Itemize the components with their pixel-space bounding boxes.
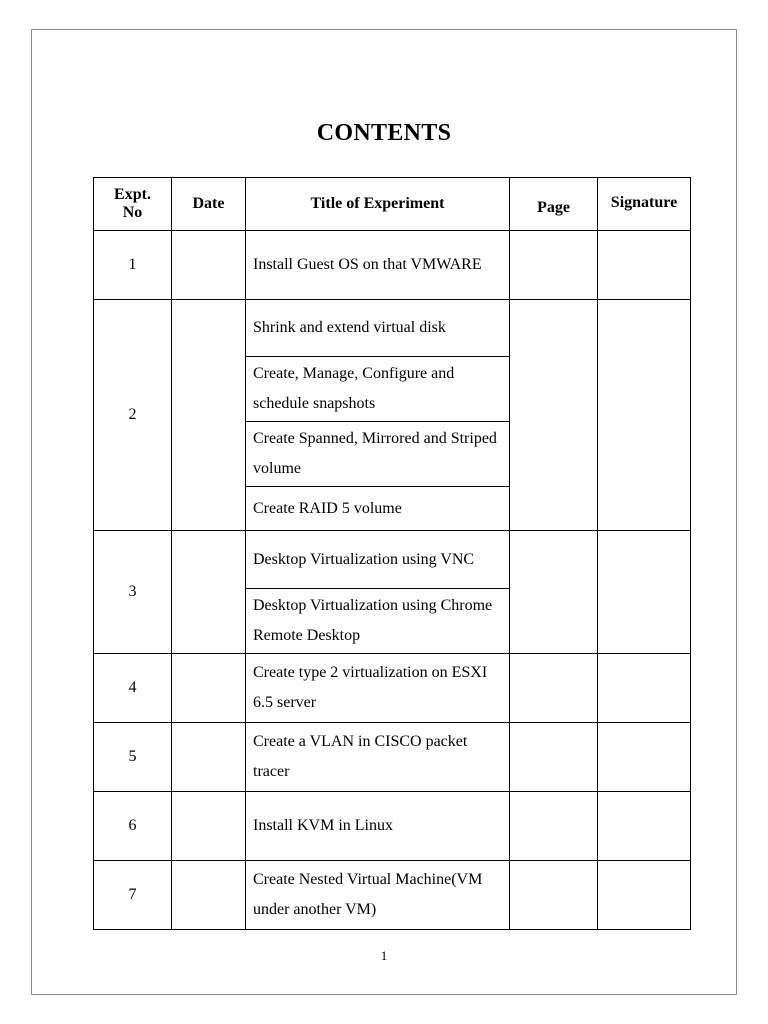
page-cell xyxy=(510,531,598,654)
experiment-title: Install Guest OS on that VMWARE xyxy=(246,231,510,300)
experiment-title: Shrink and extend virtual disk xyxy=(246,300,510,357)
experiment-title: Create a VLAN in CISCO packet tracer xyxy=(246,723,510,792)
expt-number: 5 xyxy=(94,723,172,792)
expt-number: 7 xyxy=(94,861,172,930)
expt-number: 6 xyxy=(94,792,172,861)
experiment-title: Desktop Virtualization using Chrome Remote Desktop xyxy=(246,589,510,654)
page-number: 1 xyxy=(380,948,388,963)
table-row xyxy=(94,792,691,861)
page-cell xyxy=(510,231,598,300)
header-title: Title of Experiment xyxy=(246,178,510,231)
table-row xyxy=(94,861,691,930)
experiment-title: Install KVM in Linux xyxy=(246,792,510,861)
header-page: Page xyxy=(510,178,598,231)
header-date: Date xyxy=(172,178,246,231)
table-row xyxy=(94,654,691,723)
header-signature: Signature xyxy=(598,178,691,231)
experiment-title: Create, Manage, Configure and schedule snapshots xyxy=(246,357,510,422)
date-cell xyxy=(172,300,246,531)
expt-number: 4 xyxy=(94,654,172,723)
header-expt-no: Expt. No xyxy=(94,178,172,231)
experiment-title: Desktop Virtualization using VNC xyxy=(246,531,510,589)
page-cell xyxy=(510,654,598,723)
experiment-title: Create RAID 5 volume xyxy=(246,487,510,531)
signature-cell xyxy=(598,300,691,531)
expt-number: 2 xyxy=(94,300,172,531)
signature-cell xyxy=(598,231,691,300)
page-title: CONTENTS xyxy=(316,120,452,146)
date-cell xyxy=(172,654,246,723)
contents-table xyxy=(93,177,691,930)
experiment-title: Create Spanned, Mirrored and Striped volume xyxy=(246,422,510,487)
signature-cell xyxy=(598,654,691,723)
date-cell xyxy=(172,792,246,861)
table-row xyxy=(94,231,691,300)
page-cell xyxy=(510,300,598,531)
signature-cell xyxy=(598,861,691,930)
date-cell xyxy=(172,231,246,300)
signature-cell xyxy=(598,723,691,792)
experiment-title: Create type 2 virtualization on ESXI 6.5 server xyxy=(246,654,510,723)
expt-number: 1 xyxy=(94,231,172,300)
table-row xyxy=(94,531,691,589)
page-cell xyxy=(510,723,598,792)
page-cell xyxy=(510,792,598,861)
table-header-row xyxy=(94,178,691,231)
date-cell xyxy=(172,531,246,654)
date-cell xyxy=(172,723,246,792)
signature-cell xyxy=(598,531,691,654)
table-row xyxy=(94,300,691,357)
date-cell xyxy=(172,861,246,930)
signature-cell xyxy=(598,792,691,861)
expt-number: 3 xyxy=(94,531,172,654)
experiment-title: Create Nested Virtual Machine(VM under another VM) xyxy=(246,861,510,930)
page-cell xyxy=(510,861,598,930)
table-row xyxy=(94,723,691,792)
